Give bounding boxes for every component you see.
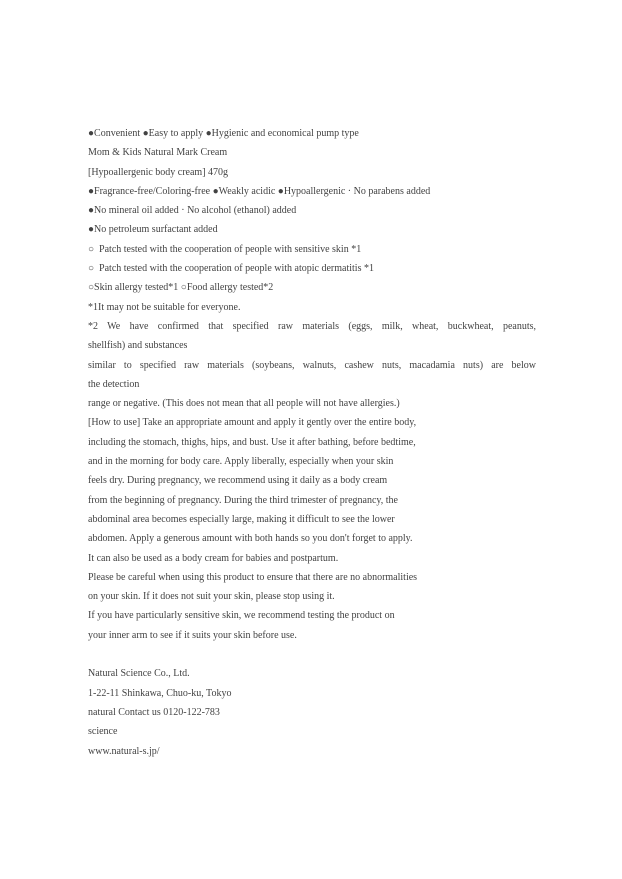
company-name-cont: science [88, 726, 118, 738]
footnote-line: range or negative. (This does not mean that all people will not have allergies.) [88, 398, 400, 410]
additive-free-line: ●No petroleum surfactant added [88, 224, 218, 236]
company-contact: natural Contact us 0120-122-783 [88, 706, 220, 718]
usage-line: [How to use] Take an appropriate amount and apply it gently over the entire body, [88, 417, 417, 429]
usage-line: from the beginning of pregnancy. During the third trimester of pregnancy, the [88, 494, 398, 506]
usage-line: feels dry. During pregnancy, we recommend using it daily as a body cream [88, 475, 388, 487]
patch-test-line: ○ Patch tested with the cooperation of people with atopic dermatitis *1 [88, 263, 374, 275]
footnote-line: similar to specified raw materials (soybeans, walnuts, cashew nuts, macadamia nuts) are below [88, 359, 536, 371]
company-address: 1-22-11 Shinkawa, Chuo-ku, Tokyo [88, 687, 232, 699]
usage-line: abdominal area becomes especially large, making it difficult to see the lower [88, 513, 395, 525]
caution-line: your inner arm to see if it suits your skin before use. [88, 629, 297, 641]
footnote-line: shellfish) and substances [88, 340, 188, 352]
usage-line: It can also be used as a body cream for babies and postpartum. [88, 552, 339, 564]
footnote-line: the detection [88, 378, 140, 390]
product-subtitle: [Hypoallergenic body cream] 470g [88, 166, 229, 178]
additive-free-line: ●Fragrance-free/Coloring-free ●Weakly acidic ●Hypoallergenic · No parabens added [88, 185, 431, 197]
additive-free-line: ●No mineral oil added · No alcohol (ethanol) added [88, 205, 297, 217]
caution-line: Please be careful when using this product to ensure that there are no abnormalities [88, 571, 418, 583]
footnote-line: *1It may not be suitable for everyone. [88, 301, 241, 313]
caution-line: If you have particularly sensitive skin, we recommend testing the product on [88, 610, 395, 622]
company-url: www.natural-s.jp/ [88, 745, 160, 757]
usage-line: abdomen. Apply a generous amount with both hands so you don't forget to apply. [88, 533, 413, 545]
usage-line: including the stomach, thighs, hips, and bust. Use it after bathing, before bedtime, [88, 436, 416, 448]
document-page [88, 124, 536, 761]
product-name: Mom & Kids Natural Mark Cream [88, 147, 228, 159]
caution-line: on your skin. If it does not suit your skin, please stop using it. [88, 591, 335, 603]
allergy-test-line: ○Skin allergy tested*1 ○Food allergy tested*2 [88, 282, 274, 294]
features-line: ●Convenient ●Easy to apply ●Hygienic and economical pump type [88, 128, 359, 139]
patch-test-line: ○ Patch tested with the cooperation of people with sensitive skin *1 [88, 243, 362, 255]
footnote-line: *2 We have confirmed that specified raw materials (eggs, milk, wheat, buckwheat, peanuts, [88, 320, 536, 332]
company-name: Natural Science Co., Ltd. [88, 668, 190, 680]
blank-line [88, 645, 536, 664]
usage-line: and in the morning for body care. Apply liberally, especially when your skin [88, 456, 394, 468]
